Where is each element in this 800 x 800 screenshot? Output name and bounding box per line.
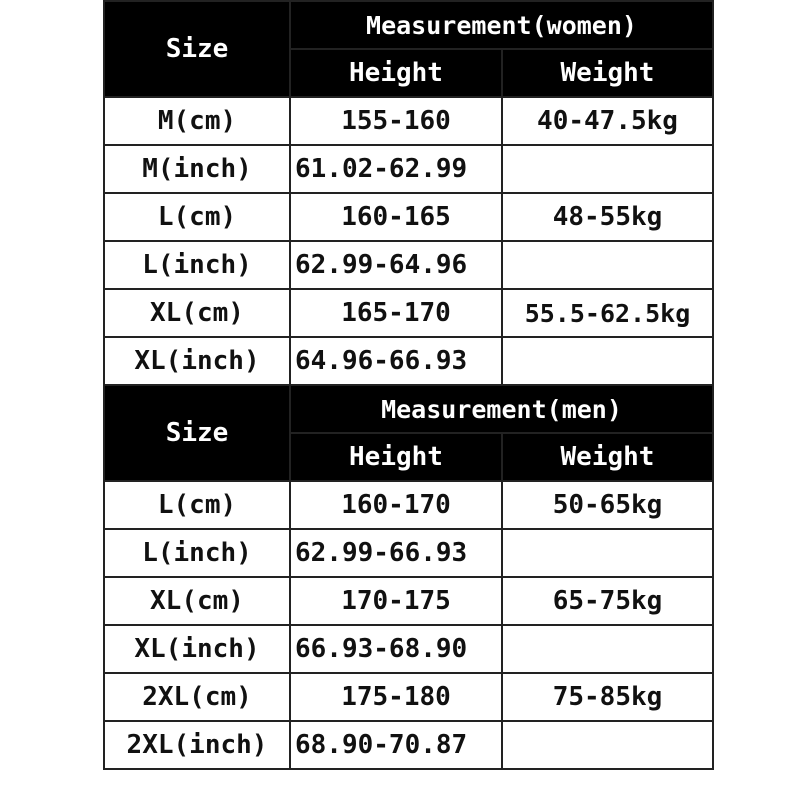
height-cell: 165-170 [290, 289, 502, 337]
size-cell: L(cm) [104, 481, 290, 529]
weight-cell [502, 529, 713, 577]
weight-cell: 40-47.5kg [502, 97, 713, 145]
size-cell: M(inch) [104, 145, 290, 193]
weight-cell: 65-75kg [502, 577, 713, 625]
women-height-header: Height [290, 49, 502, 97]
table-row [104, 241, 713, 289]
weight-cell: 50-65kg [502, 481, 713, 529]
weight-cell: 55.5-62.5kg [502, 289, 713, 337]
size-cell: XL(inch) [104, 337, 290, 385]
weight-cell: 48-55kg [502, 193, 713, 241]
size-chart [103, 0, 712, 800]
men-header-row [104, 385, 713, 433]
size-cell: XL(cm) [104, 289, 290, 337]
weight-cell: 75-85kg [502, 673, 713, 721]
size-cell: M(cm) [104, 97, 290, 145]
size-cell: L(inch) [104, 529, 290, 577]
table-row [104, 673, 713, 721]
weight-cell [502, 721, 713, 769]
height-cell: 155-160 [290, 97, 502, 145]
table-row [104, 529, 713, 577]
men-weight-header: Weight [502, 433, 713, 481]
height-cell: 170-175 [290, 577, 502, 625]
table-row [104, 625, 713, 673]
weight-cell [502, 241, 713, 289]
women-weight-header: Weight [502, 49, 713, 97]
height-cell: 61.02-62.99 [290, 145, 502, 193]
height-cell: 175-180 [290, 673, 502, 721]
men-measurement-header: Measurement(men) [290, 385, 713, 433]
size-cell: XL(inch) [104, 625, 290, 673]
table-row [104, 145, 713, 193]
men-height-header: Height [290, 433, 502, 481]
women-measurement-header: Measurement(women) [290, 1, 713, 49]
size-cell: L(inch) [104, 241, 290, 289]
women-size-header: Size [104, 1, 290, 97]
weight-cell [502, 337, 713, 385]
weight-cell [502, 145, 713, 193]
height-cell: 62.99-64.96 [290, 241, 502, 289]
height-cell: 68.90-70.87 [290, 721, 502, 769]
height-cell: 64.96-66.93 [290, 337, 502, 385]
size-cell: L(cm) [104, 193, 290, 241]
table-row [104, 337, 713, 385]
size-cell: 2XL(cm) [104, 673, 290, 721]
height-cell: 62.99-66.93 [290, 529, 502, 577]
table-row [104, 97, 713, 145]
weight-cell [502, 625, 713, 673]
table-row [104, 577, 713, 625]
women-header-row [104, 1, 713, 49]
size-cell: 2XL(inch) [104, 721, 290, 769]
height-cell: 66.93-68.90 [290, 625, 502, 673]
table-row [104, 289, 713, 337]
table-row [104, 481, 713, 529]
height-cell: 160-170 [290, 481, 502, 529]
size-cell: XL(cm) [104, 577, 290, 625]
height-cell: 160-165 [290, 193, 502, 241]
table-row [104, 721, 713, 769]
table-row [104, 193, 713, 241]
men-size-header: Size [104, 385, 290, 481]
size-chart-table [103, 0, 714, 770]
